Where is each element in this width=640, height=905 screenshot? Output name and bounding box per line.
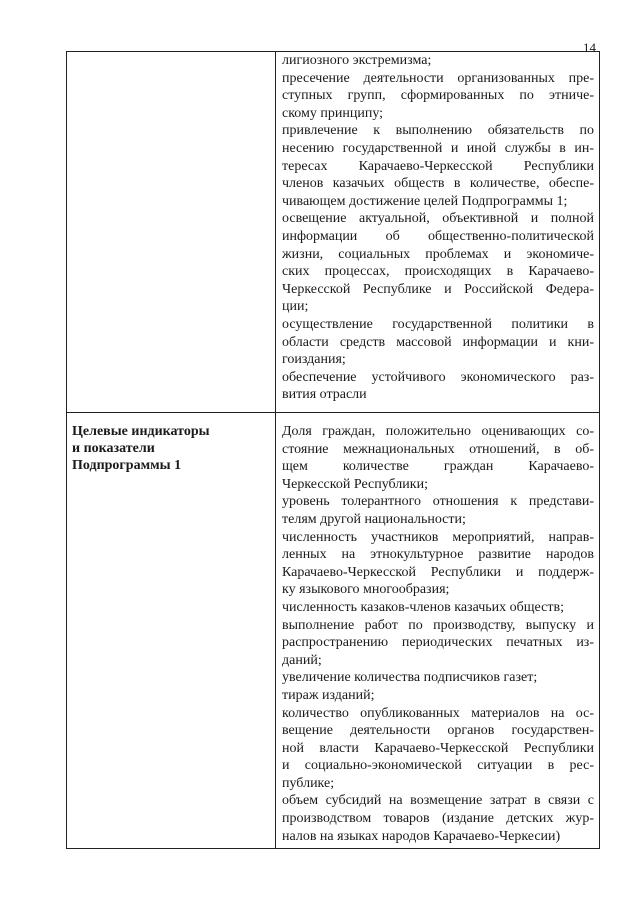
text-line: Черкесской Республике и Российской Федера-	[282, 281, 594, 297]
text-line: налов на языках народов Карачаево-Черкесии)	[282, 828, 561, 844]
text-line: обеспечение устойчивого экономического раз-	[282, 369, 594, 385]
text-line: скому принципу;	[282, 105, 384, 121]
text-line: осуществление государственной политики в	[282, 316, 594, 332]
text-line: информации об общественно-политической	[282, 228, 594, 244]
text-line: Доля граждан, положительно оценивающих со-	[282, 424, 594, 439]
text-line: вещение деятельности органов государствен-	[282, 723, 594, 739]
text-line: гоиздания;	[282, 352, 346, 368]
text-line: количество опубликованных материалов на ос-	[282, 705, 594, 721]
text-line: тересах Карачаево-Черкесской Республики	[282, 158, 594, 174]
text-line: ции;	[282, 299, 309, 315]
text-line: чивающем достижение целей Подпрограммы 1;	[282, 193, 568, 209]
text-line: уровень толерантного отношения к представи-	[282, 494, 594, 510]
text-line: выполнение работ по производству, выпуску и	[282, 617, 594, 633]
text-line: пресечение деятельности организованных пре-	[282, 70, 594, 86]
text-line: объем субсидий на возмещение затрат в связи с	[282, 793, 594, 809]
text-line: области средств массовой информации и кни-	[282, 334, 594, 350]
table-row	[67, 52, 599, 412]
row-label: Целевые индикаторы и показатели Подпрограммы 1	[72, 424, 210, 473]
program-passport-table	[66, 51, 600, 849]
text-line: телям другой национальности;	[282, 511, 466, 527]
page-number: 14	[583, 40, 596, 55]
text-line: ленных на этнокультурное развитие народов	[282, 547, 594, 563]
text-line: публике;	[282, 775, 335, 791]
text-line: Карачаево-Черкесской Республики и поддерж-	[282, 564, 594, 580]
text-line: ку языкового многообразия;	[282, 582, 450, 598]
text-line: ной власти Карачаево-Черкесской Республики	[282, 740, 594, 756]
text-line: тираж изданий;	[282, 687, 375, 703]
text-line: жизни, социальных проблемах и экономиче-	[282, 246, 594, 262]
text-line: производством товаров (издание детских жур-	[282, 811, 594, 827]
text-line: щем количестве граждан Карачаево-	[282, 459, 594, 475]
text-line: увеличение количества подписчиков газет;	[282, 670, 538, 686]
text-line: лигиозного экстремизма;	[282, 53, 432, 68]
text-line: ских процессах, происходящих в Карачаево-	[282, 264, 594, 280]
text-line: распространению периодических печатных из-	[282, 635, 594, 651]
text-line: членов казачьих обществ в количестве, обеспе-	[282, 176, 594, 192]
text-line: освещение актуальной, объективной и полной	[282, 211, 594, 227]
text-line: численность участников мероприятий, направ-	[282, 529, 594, 545]
text-line: несению государственной и иной службы в ин-	[282, 140, 594, 156]
text-line: стояние межнациональных отношений, в об-	[282, 441, 594, 457]
row-label-cell	[67, 413, 276, 848]
table-row	[67, 412, 599, 848]
text-line: и социально-экономической ситуации в рес-	[282, 758, 594, 774]
text-line: вития отрасли	[282, 387, 367, 403]
text-line: Черкесской Республики;	[282, 476, 428, 492]
text-line: привлечение к выполнению обязательств по	[282, 123, 594, 139]
text-line: ступных групп, сформированных по этниче-	[282, 88, 594, 104]
text-line: даний;	[282, 652, 322, 668]
row-content-cell	[276, 52, 599, 412]
row-label-cell	[67, 52, 276, 412]
row-content-cell	[276, 413, 599, 848]
text-line: численность казаков-членов казачьих обществ;	[282, 599, 564, 615]
